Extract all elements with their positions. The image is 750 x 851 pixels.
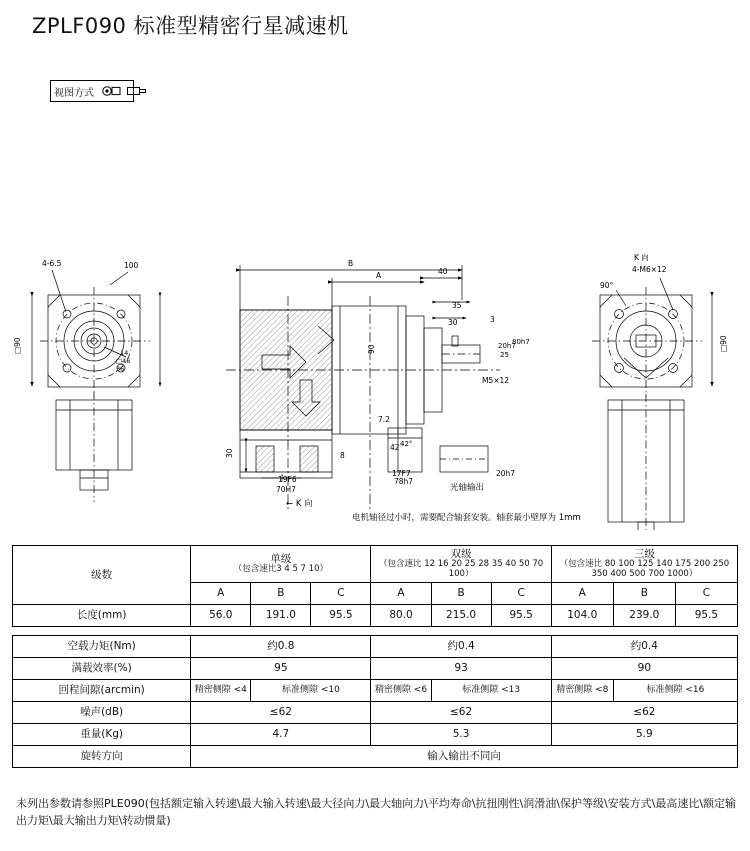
- row-label: 长度(mm): [13, 604, 191, 626]
- col-header-b2: B: [431, 582, 491, 604]
- weight-3: 5.9: [551, 723, 737, 745]
- col-header-c1: C: [311, 582, 371, 604]
- length-b2: 215.0: [431, 604, 491, 626]
- center-section-view: [226, 259, 500, 510]
- noise-3: ≤62: [551, 701, 737, 723]
- length-b3: 239.0: [613, 604, 675, 626]
- rotation-value: 输入输出不同向: [191, 745, 738, 767]
- length-b1: 191.0: [251, 604, 311, 626]
- view-mode-label: 视图方式: [54, 87, 94, 99]
- svg-text:42: 42: [390, 443, 400, 452]
- stage-group-3: [551, 546, 737, 583]
- svg-text:□90: □90: [719, 335, 728, 352]
- stage-group-2: [371, 546, 551, 583]
- spacer: [13, 626, 738, 635]
- stage-group-1: [191, 546, 371, 583]
- svg-text:□46: □46: [116, 357, 131, 365]
- backlash-precise-1: 精密侧隙 <4: [191, 679, 251, 701]
- svg-text:90°: 90°: [600, 281, 614, 290]
- svg-text:3: 3: [490, 315, 495, 324]
- svg-text:25: 25: [500, 351, 509, 359]
- svg-text:90: 90: [367, 344, 376, 354]
- table-row-noload: [13, 635, 738, 657]
- svg-text:42°: 42°: [400, 440, 413, 448]
- noise-1: ≤62: [191, 701, 371, 723]
- svg-text:70H7: 70H7: [276, 485, 296, 494]
- length-a1: 56.0: [191, 604, 251, 626]
- row-label: 空载力矩(Nm): [13, 635, 191, 657]
- length-c1: 95.5: [311, 604, 371, 626]
- svg-text:19F6: 19F6: [278, 475, 297, 484]
- col-header-c2: C: [491, 582, 551, 604]
- stage-ratios: （包含速比 12 16 20 25 28 35 40 50 70 100）: [379, 559, 544, 579]
- table-row-rotation: [13, 745, 738, 767]
- row-label: 重量(Kg): [13, 723, 191, 745]
- stage-name: 三级: [633, 548, 655, 560]
- table-row-backlash: [13, 679, 738, 701]
- center-view-notes: [286, 498, 581, 523]
- length-c3: 95.5: [675, 604, 737, 626]
- svg-text:17F7: 17F7: [392, 469, 411, 478]
- svg-text:78h7: 78h7: [394, 477, 414, 486]
- length-a3: 104.0: [551, 604, 613, 626]
- efficiency-3: 90: [551, 657, 737, 679]
- svg-text:40: 40: [438, 267, 448, 276]
- page-title: ZPLF090 标准型精密行星减速机: [32, 14, 349, 38]
- technical-drawing: [0, 110, 750, 530]
- efficiency-2: 93: [371, 657, 551, 679]
- row-label: 级数: [13, 546, 191, 605]
- svg-text:80h7: 80h7: [512, 338, 530, 346]
- svg-text:20h7: 20h7: [498, 342, 516, 350]
- right-view-flange: [592, 287, 702, 530]
- svg-text:M5×12: M5×12: [482, 376, 510, 385]
- view-mode-box: [50, 80, 134, 102]
- noload-1: 约0.8: [191, 635, 371, 657]
- row-label: 噪声(dB): [13, 701, 191, 723]
- col-header-b3: B: [613, 582, 675, 604]
- noload-3: 约0.4: [551, 635, 737, 657]
- row-label: 回程间隙(arcmin): [13, 679, 191, 701]
- backlash-precise-3: 精密侧隙 <8: [551, 679, 613, 701]
- col-header-b1: B: [251, 582, 311, 604]
- svg-text:4-M6×12: 4-M6×12: [632, 265, 667, 274]
- svg-text:36: 36: [116, 365, 125, 373]
- col-header-c3: C: [675, 582, 737, 604]
- svg-text:30: 30: [225, 448, 234, 458]
- footnote: 未列出参数请参照PLE090(包括额定输入转速\最大输入转速\最大径向力\最大轴向力\平均寿命\抗扭刚性\润滑油\保护等级\安装方式\最高速比\额定输出力矩\最大输出力矩\转动惯量): [16, 797, 737, 827]
- svg-text:K 向: K 向: [634, 253, 649, 262]
- weight-2: 5.3: [371, 723, 551, 745]
- svg-text:14: 14: [120, 349, 129, 357]
- svg-text:100: 100: [124, 261, 139, 270]
- svg-text:4-6.5: 4-6.5: [42, 259, 62, 268]
- row-label: 满载效率(%): [13, 657, 191, 679]
- stage-name: 双级: [450, 548, 472, 560]
- row-label: 旋转方向: [13, 745, 191, 767]
- spec-table: [12, 545, 738, 768]
- efficiency-1: 95: [191, 657, 371, 679]
- backlash-standard-2: 标准侧隙 <13: [431, 679, 551, 701]
- stage-name: 单级: [270, 552, 292, 565]
- left-view-flange: [40, 287, 150, 502]
- length-c2: 95.5: [491, 604, 551, 626]
- table-row-length: [13, 604, 738, 626]
- stage-ratios: （包含速比3 4 5 7 10）: [233, 563, 328, 574]
- table-row-noise: [13, 701, 738, 723]
- noise-2: ≤62: [371, 701, 551, 723]
- svg-text:A: A: [376, 271, 382, 280]
- col-header-a1: A: [191, 582, 251, 604]
- svg-text:电机轴径过小时，需要配合轴套安装。轴套最小壁厚为 1mm: 电机轴径过小时，需要配合轴套安装。轴套最小壁厚为 1mm: [352, 513, 581, 523]
- svg-text:20h7: 20h7: [496, 469, 516, 478]
- svg-text:← K 向: ← K 向: [286, 499, 313, 509]
- col-header-a2: A: [371, 582, 431, 604]
- noload-2: 约0.4: [371, 635, 551, 657]
- right-view-dimensions: [600, 252, 728, 386]
- svg-text:35: 35: [452, 301, 462, 310]
- view-mode-icons: [97, 84, 148, 98]
- svg-text:□90: □90: [13, 337, 22, 354]
- stage-ratios: （包含速比 80 100 125 140 175 200 250 350 400 500 700 1000）: [559, 559, 730, 579]
- weight-1: 4.7: [191, 723, 371, 745]
- svg-text:7.2: 7.2: [378, 415, 390, 424]
- table-row-weight: [13, 723, 738, 745]
- side-view-icon[interactable]: [126, 84, 148, 98]
- backlash-precise-2: 精密侧隙 <6: [371, 679, 431, 701]
- col-header-a3: A: [551, 582, 613, 604]
- length-a2: 80.0: [371, 604, 431, 626]
- svg-text:30: 30: [448, 318, 458, 327]
- gear-view-icon[interactable]: [102, 84, 122, 98]
- svg-text:光轴输出: 光轴输出: [450, 483, 485, 493]
- table-spacer-row: [13, 626, 738, 635]
- table-row-efficiency: [13, 657, 738, 679]
- svg-text:8: 8: [340, 451, 345, 460]
- svg-text:B: B: [348, 259, 354, 268]
- backlash-standard-1: 标准侧隙 <10: [251, 679, 371, 701]
- backlash-standard-3: 标准侧隙 <16: [613, 679, 737, 701]
- table-row-stage-header: [13, 546, 738, 583]
